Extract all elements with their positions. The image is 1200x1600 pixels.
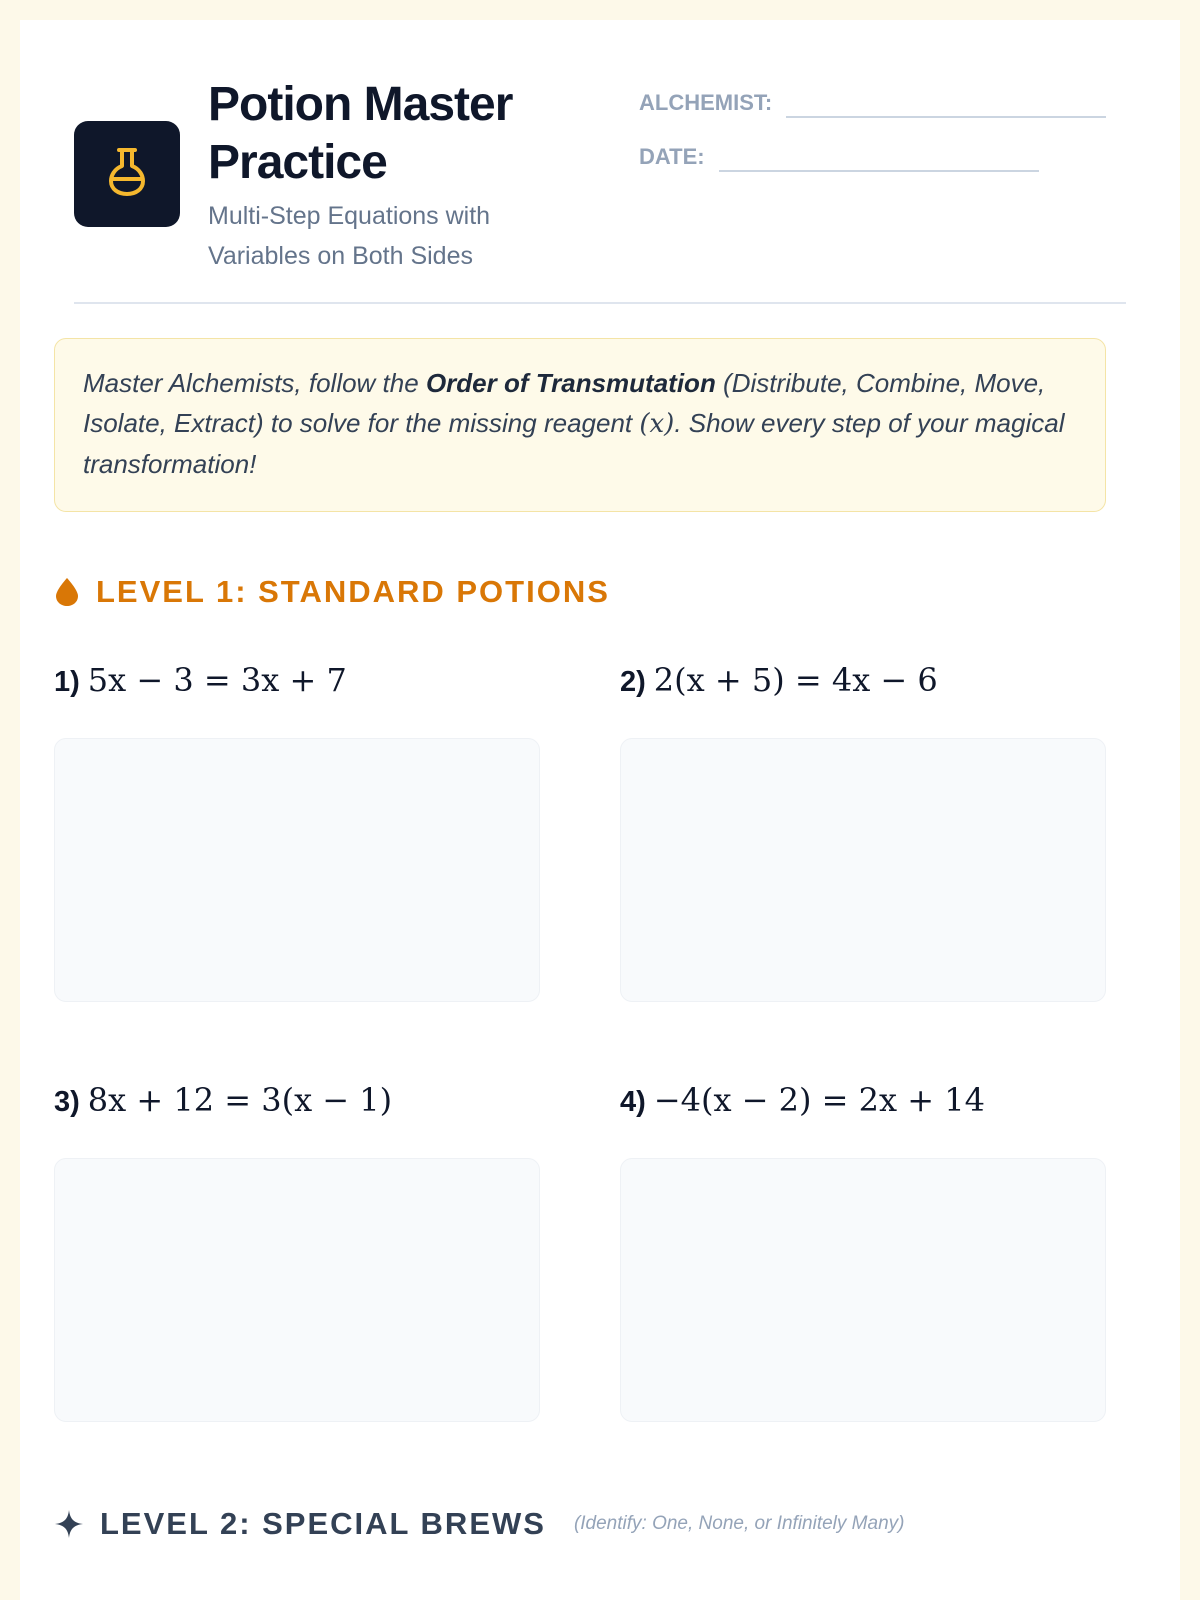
page-title: Potion Master Practice: [208, 78, 513, 189]
problem-number: 2): [620, 666, 646, 698]
problem-label: [54, 1078, 540, 1124]
work-area[interactable]: [620, 738, 1106, 1002]
intro-text-middle: (Distribute, Combine, Move, Isolate, Extract) to solve for the missing reagent: [83, 368, 1046, 438]
problem-3: [54, 1078, 540, 1422]
problem-equation: 8x + 12 = 3(x − 1): [87, 1081, 393, 1119]
date-line[interactable]: [719, 142, 1039, 172]
title-block: [208, 76, 588, 276]
droplet-icon: [54, 577, 80, 607]
work-area[interactable]: [54, 1158, 540, 1422]
problem-equation: 2(x + 5) = 4x − 6: [653, 661, 938, 699]
date-label: DATE:: [639, 144, 705, 169]
problem-2: [620, 658, 1106, 1002]
flask-icon: [107, 146, 147, 203]
problem-number: 3): [54, 1086, 80, 1118]
intro-variable: (x): [639, 409, 675, 439]
problem-label: [620, 658, 1106, 704]
student-fields: [639, 78, 1166, 186]
name-line[interactable]: [786, 88, 1106, 118]
intro-bold: Order of Transmutation: [425, 368, 716, 398]
level2-note: (Identify: One, None, or Infinitely Many): [573, 1513, 905, 1534]
level2-header: [54, 1506, 904, 1542]
intro-text-before: Master Alchemists, follow the: [83, 368, 426, 398]
problem-number: 1): [54, 666, 80, 698]
problem-4: [620, 1078, 1106, 1422]
problem-equation: −4(x − 2) = 2x + 14: [653, 1081, 985, 1119]
worksheet-header: [74, 20, 1126, 304]
problem-label: [620, 1078, 1106, 1124]
work-area[interactable]: [54, 738, 540, 1002]
level2-title: LEVEL 2: SPECIAL BREWS: [100, 1506, 546, 1541]
date-field: [639, 132, 1166, 172]
problem-1: [54, 658, 540, 1002]
logo: [74, 121, 180, 227]
problem-equation: 5x − 3 = 3x + 7: [87, 661, 347, 699]
level1-title: LEVEL 1: STANDARD POTIONS: [96, 574, 610, 609]
name-label: ALCHEMIST:: [639, 90, 773, 115]
problem-label: [54, 658, 540, 704]
instructions-box: [54, 338, 1106, 512]
problem-number: 4): [620, 1086, 646, 1118]
page-subtitle: Multi-Step Equations with Variables on Both Sides: [208, 202, 491, 270]
work-area[interactable]: [620, 1158, 1106, 1422]
name-field: [639, 78, 1166, 118]
level1-header: [54, 574, 610, 610]
intro-text-after: . Show every step of your magical transformation!: [83, 408, 1065, 479]
sparkle-icon: [54, 1509, 84, 1539]
